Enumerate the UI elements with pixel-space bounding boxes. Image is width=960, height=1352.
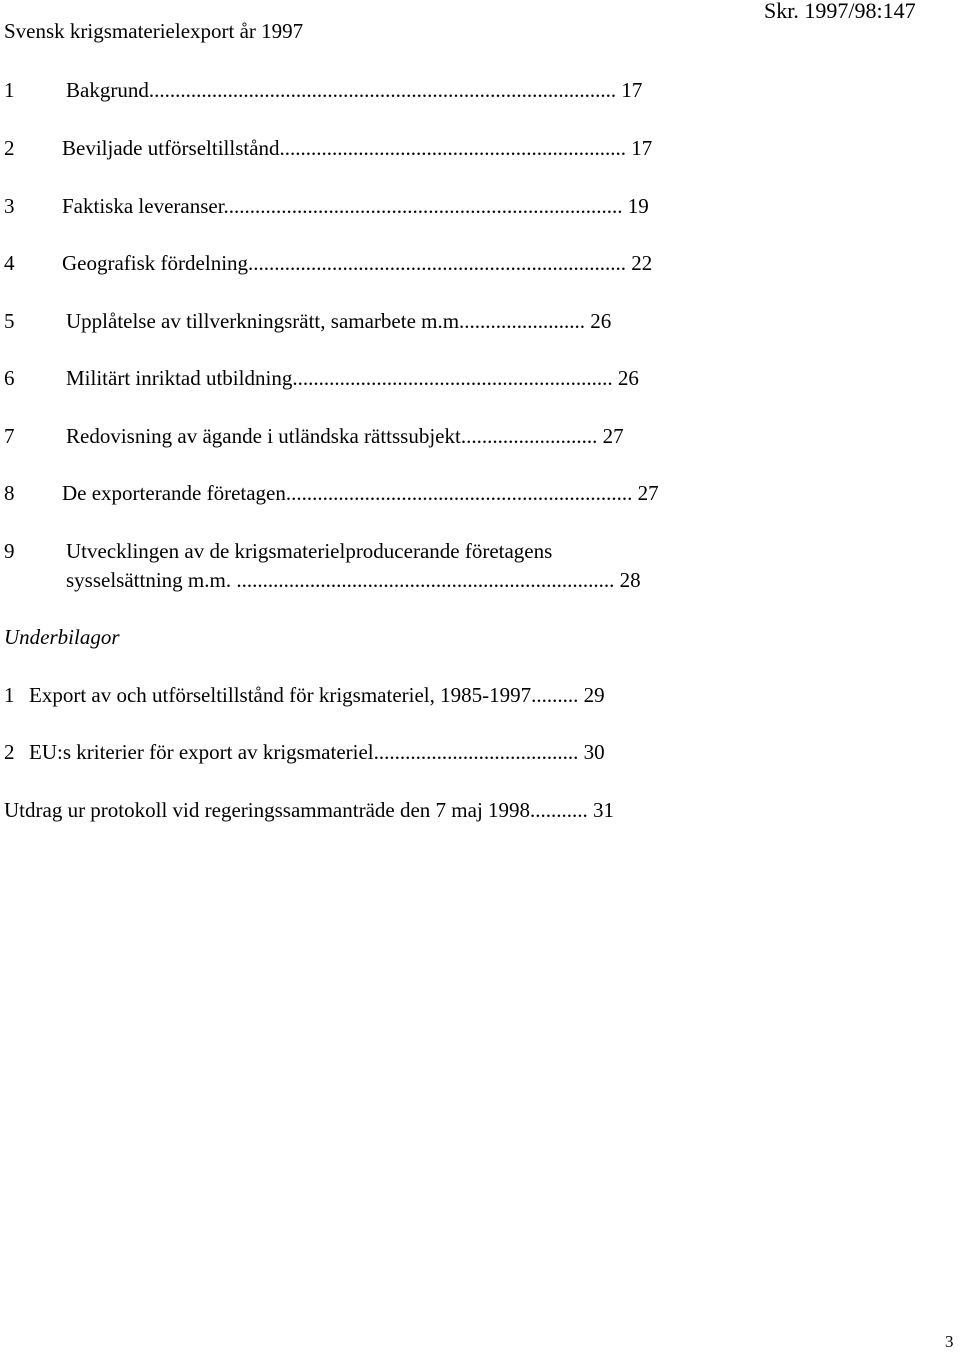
toc-item-number: 6 [4, 366, 15, 390]
toc-item-text: Militärt inriktad utbildning............................................................. 26 [66, 366, 639, 390]
toc-item-continuation: sysselsättning m.m. ........................................................................ 28 [66, 568, 641, 592]
underbilaga-text: Export av och utförseltillstånd för krigsmateriel, 1985-1997......... 29 [29, 683, 605, 707]
toc-item-text: Bakgrund......................................................................................... 17 [66, 78, 643, 102]
underbilaga-number: 2 [4, 740, 15, 764]
toc-item-number: 8 [4, 481, 15, 505]
document-reference: Skr. 1997/98:147 [764, 0, 916, 23]
toc-item-text: De exporterande företagen.................................................................. 27 [62, 481, 659, 505]
toc-item-text: Faktiska leveranser............................................................................ 19 [62, 194, 649, 218]
underbilagor-heading: Underbilagor [4, 625, 120, 649]
toc-item-number: 9 [4, 539, 15, 563]
underbilaga-number: 1 [4, 683, 15, 707]
toc-item-text: Geografisk fördelning........................................................................ 22 [62, 251, 653, 275]
toc-item-number: 7 [4, 424, 15, 448]
toc-item-number: 5 [4, 309, 15, 333]
page-number: 3 [945, 1332, 954, 1351]
underbilaga-text: EU:s kriterier för export av krigsmateriel....................................... 30 [29, 740, 605, 764]
toc-item-number: 1 [4, 78, 15, 102]
toc-item-text: Upplåtelse av tillverkningsrätt, samarbete m.m........................ 26 [66, 309, 612, 333]
toc-item-number: 3 [4, 194, 15, 218]
toc-item-text: Redovisning av ägande i utländska rättssubjekt.......................... 27 [66, 424, 624, 448]
toc-item-text: Utvecklingen av de krigsmaterielproducerande företagens [66, 539, 553, 563]
toc-item-number: 4 [4, 251, 15, 275]
toc-item-text: Beviljade utförseltillstånd.................................................................. 17 [62, 136, 653, 160]
protocol-line: Utdrag ur protokoll vid regeringssammanträde den 7 maj 1998........... 31 [4, 798, 615, 822]
toc-item-number: 2 [4, 136, 15, 160]
document-title: Svensk krigsmaterielexport år 1997 [4, 19, 304, 43]
